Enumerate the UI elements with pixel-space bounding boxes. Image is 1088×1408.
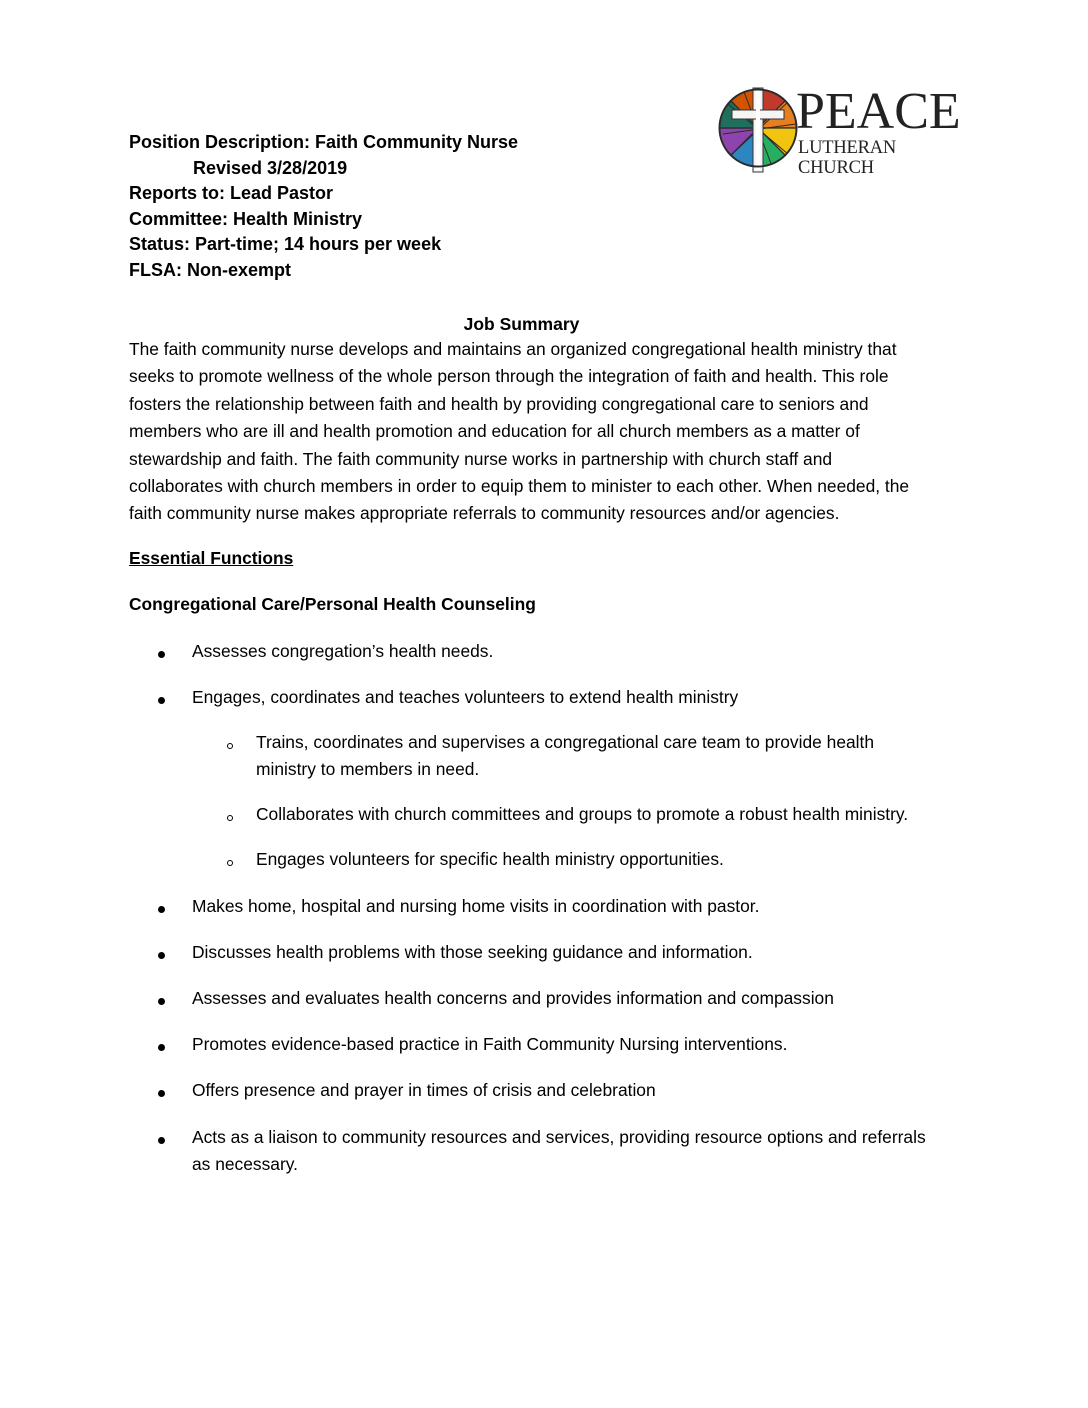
summary-line: seeks to promote wellness of the whole person through the integration of faith and health. This role (129, 366, 889, 387)
list-item: Discusses health problems with those seeking guidance and information. (192, 942, 753, 962)
list-item: Engages, coordinates and teaches volunteers to extend health ministry (192, 687, 739, 707)
logo-wordmark-peace: PEACE (796, 83, 961, 140)
sub-list-item: Trains, coordinates and supervises a congregational care team to provide health (256, 732, 875, 752)
summary-line: faith community nurse makes appropriate referrals to community resources and/or agencies. (129, 503, 840, 524)
flsa: FLSA: Non-exempt (129, 259, 291, 280)
position-header (129, 130, 518, 284)
status: Status: Part-time; 14 hours per week (129, 234, 442, 255)
list-item: Makes home, hospital and nursing home visits in coordination with pastor. (192, 896, 760, 916)
cross-stained-glass-icon (718, 84, 798, 176)
list-item: Acts as a liaison to community resources and services, providing resource options and referrals (192, 1127, 926, 1147)
summary-line: members who are ill and health promotion and education for all church members as a matter of (129, 421, 860, 442)
job-summary-paragraph (129, 336, 959, 528)
list-item: Offers presence and prayer in times of crisis and celebration (192, 1080, 656, 1100)
list-item: Promotes evidence-based practice in Faith Community Nursing interventions. (192, 1034, 788, 1054)
summary-line: The faith community nurse develops and maintains an organized congregational health ministry that (129, 339, 897, 359)
list-item: Assesses congregation’s health needs. (192, 641, 494, 661)
job-summary-heading: Job Summary (463, 314, 580, 334)
reports-to: Reports to: Lead Pastor (129, 183, 334, 204)
list-item: Assesses and evaluates health concerns and provides information and compassion (192, 988, 834, 1008)
church-logo (718, 84, 964, 176)
congregational-care-subheading: Congregational Care/Personal Health Counseling (129, 594, 536, 614)
committee: Committee: Health Ministry (129, 208, 363, 229)
sub-list-item-continuation: ministry to members in need. (256, 759, 480, 779)
summary-line: fosters the relationship between faith and health by providing congregational care to seniors and (129, 393, 869, 414)
logo-wordmark-subtitle: LUTHERAN CHURCH (798, 138, 897, 178)
summary-line: stewardship and faith. The faith community nurse works in partnership with church staff and (129, 448, 833, 469)
list-item-continuation: as necessary. (192, 1154, 298, 1174)
sub-list-item: Engages volunteers for specific health ministry opportunities. (256, 849, 724, 869)
revised-date: Revised 3/28/2019 (193, 157, 348, 178)
sub-list-item: Collaborates with church committees and groups to promote a robust health ministry. (256, 804, 909, 824)
essential-functions-heading: Essential Functions (129, 548, 294, 568)
position-title: Position Description: Faith Community Nurse (129, 132, 519, 152)
summary-line: collaborates with church members in order to equip them to minister to each other. When needed, the (129, 476, 910, 497)
